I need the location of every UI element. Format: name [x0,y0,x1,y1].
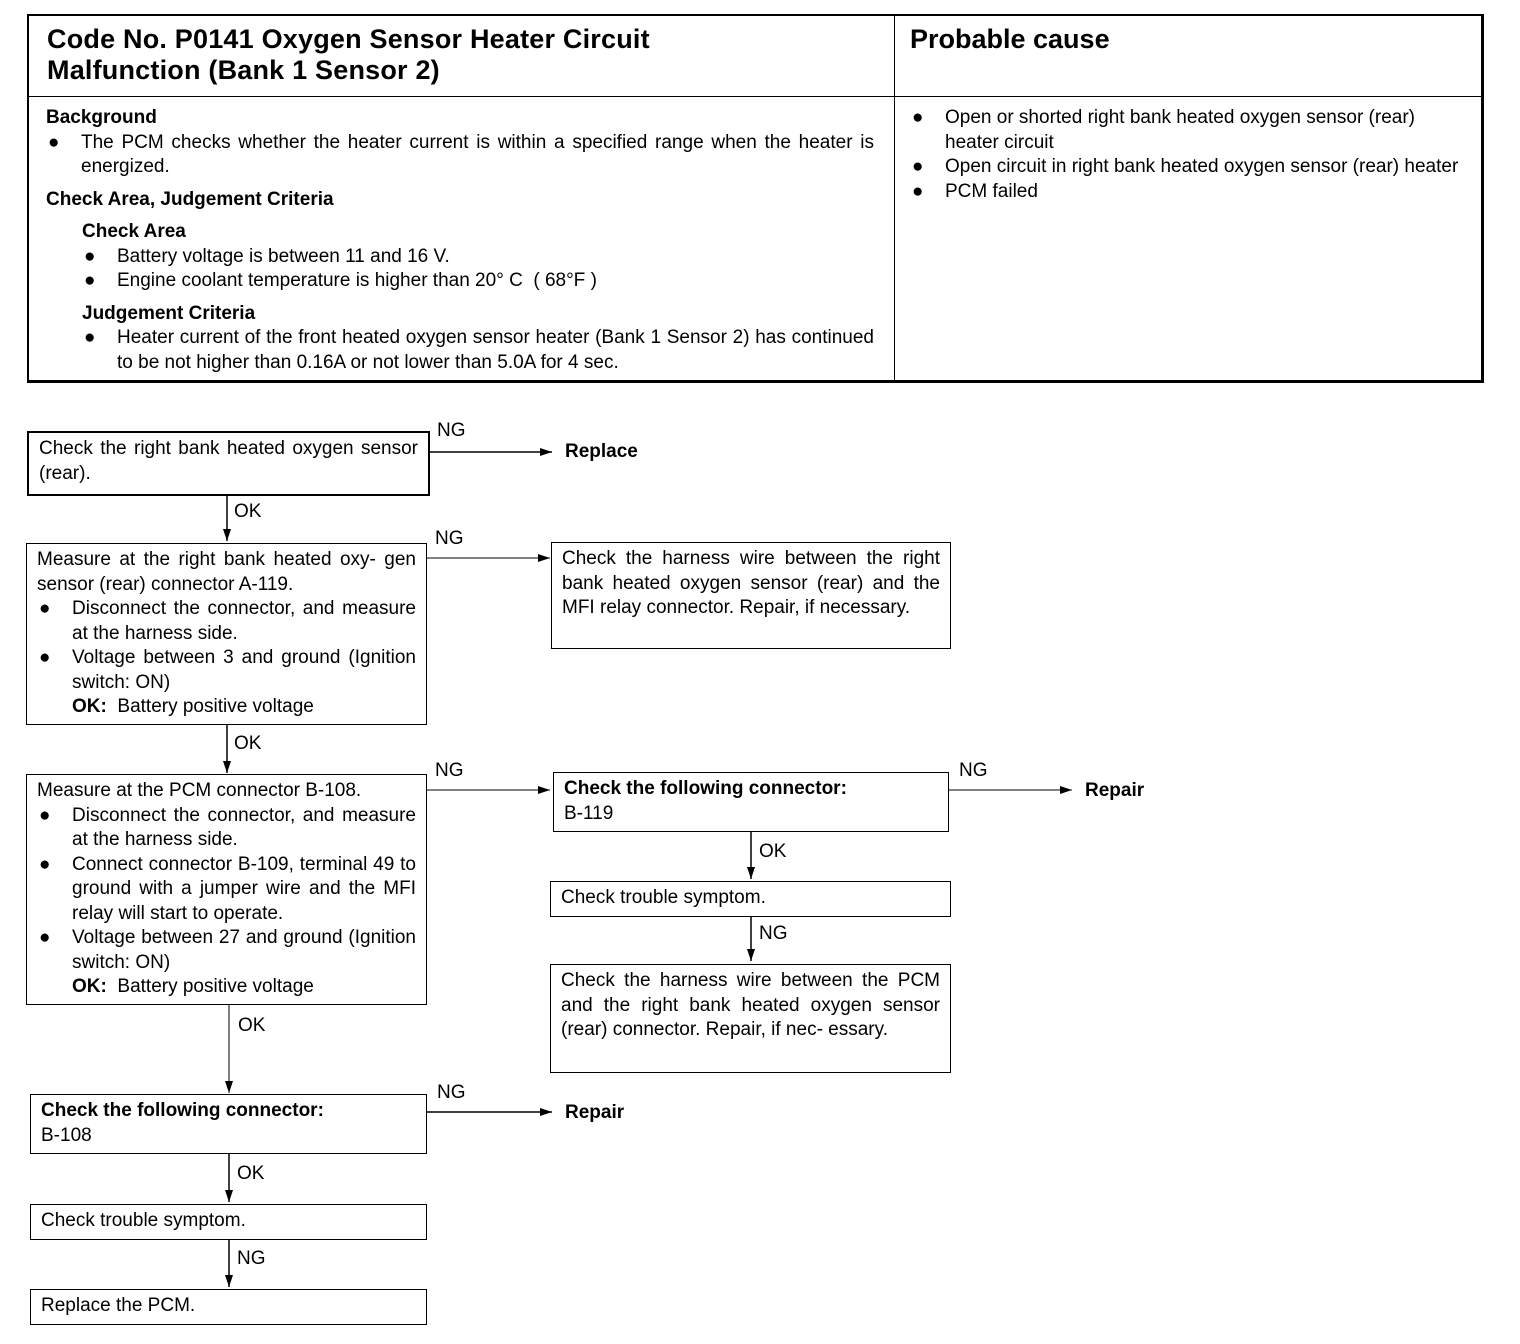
criteria-heading: Check Area, Judgement Criteria [46,188,334,210]
step1-ok-label: OK [234,501,262,522]
bullet-icon: ● [912,180,924,202]
ok-criteria-label: OK: [72,696,107,717]
bullet-icon: ● [39,598,51,619]
judgement-text: Heater current of the front heated oxygen sensor heater (Bank 1 Sensor 2) has continued to be not higher than 0.16A or not lower than 5.0A for 4 sec. [117,327,874,373]
step3-box [26,774,427,1005]
ok-criteria-value: Battery positive voltage [117,976,314,997]
b108-ng-label: NG [437,1082,466,1103]
check-area-text: Battery voltage is between 11 and 16 V. [117,245,450,267]
check-area-heading: Check Area [82,221,186,242]
step2-bullet [37,646,416,695]
step3-bullet-text: Disconnect the connector, and measure at the harness side. [72,804,416,850]
background-heading: Background [46,107,157,128]
step3-bullet-text: Voltage between 27 and ground (Ignition switch: ON) [72,927,416,973]
step3-intro: Measure at the PCM connector B-108. [37,780,362,801]
step2-bullet [37,597,416,646]
step2-box [26,543,427,725]
bullet-icon: ● [912,156,924,177]
probable-cause-text: PCM failed [945,180,1038,202]
step2-ng-harness-text: Check the harness wire between the right bank heated oxygen sensor (rear) and the MFI relay connector. Repair, if necessary. [562,548,940,618]
b119-ng-result: Repair [1085,780,1145,801]
replace-pcm-box [30,1289,427,1325]
judgement-heading: Judgement Criteria [82,302,256,324]
step3-bullet [37,853,416,927]
b108-ng-result: Repair [565,1102,625,1123]
ok-criteria-label: OK: [72,976,107,997]
b119-connector-box [553,772,949,832]
step2-ok-label: OK [234,733,262,754]
dtc-title-line2: Malfunction (Bank 1 Sensor 2) [47,55,440,85]
bullet-icon: ● [39,927,51,948]
b108-connector-box [30,1094,427,1154]
bullet-icon: ● [84,270,96,291]
b119-harness-text: Check the harness wire between the PCM and the right bank heated oxygen sensor (rear) connector. Repair, if nec- essary. [561,970,940,1040]
step3-ng-label: NG [435,760,464,781]
step2-ng-label: NG [435,528,464,549]
step2-intro: Measure at the right bank heated oxy- gen sensor (rear) connector A-119. [37,549,416,595]
step3-bullet-text: Connect connector B-109, terminal 49 to ground with a jumper wire and the MFI relay will start to operate. [72,853,416,924]
b108-trouble-box [30,1204,427,1240]
dtc-title-line1: Code No. P0141 Oxygen Sensor Heater Circuit [47,24,650,54]
step1-text: Check the right bank heated oxygen sensor (rear). [39,438,418,484]
b119-trouble-ng-label: NG [759,923,788,944]
probable-cause-text: Open or shorted right bank heated oxygen sensor (rear) heater circuit [945,107,1415,153]
b119-title: Check the following connector: [564,778,847,799]
b119-ng-label: NG [959,760,988,781]
bullet-icon: ● [39,804,51,826]
bullet-icon: ● [84,327,96,348]
b119-value: B-119 [564,802,614,824]
step2-bullet-text: Disconnect the connector, and measure at the harness side. [72,598,416,644]
step3-bullet [37,804,416,853]
probable-cause-title: Probable cause [910,24,1110,54]
bullet-icon: ● [84,245,96,267]
step2-ng-harness-box [551,542,951,649]
bullet-icon: ● [39,647,51,668]
step2-bullet-text: Voltage between 3 and ground (Ignition switch: ON) [72,647,416,693]
b108-trouble-text: Check trouble symptom. [41,1210,246,1231]
step1-ng-label: NG [437,420,466,441]
b119-harness-box [550,964,951,1073]
step1-box [27,431,430,496]
step3-ok-label: OK [238,1015,266,1036]
b119-ok-label: OK [759,841,787,862]
b108-trouble-ng-label: NG [237,1248,266,1269]
b108-title: Check the following connector: [41,1100,324,1121]
step2-ok-criteria [37,695,416,720]
ok-criteria-value: Battery positive voltage [117,696,314,717]
bullet-icon: ● [912,107,924,128]
b119-trouble-box [550,881,951,917]
background-text: The PCM checks whether the heater current is within a specified range when the heater is energized. [81,131,874,177]
b108-ok-label: OK [237,1163,265,1184]
b119-trouble-text: Check trouble symptom. [561,887,766,908]
replace-pcm-text: Replace the PCM. [41,1295,196,1316]
bullet-icon: ● [48,131,60,153]
check-area-text: Engine coolant temperature is higher than 20° C ( 68°F ) [117,270,597,291]
b108-value: B-108 [41,1124,92,1146]
bullet-icon: ● [39,853,51,875]
step1-ng-result: Replace [565,441,638,462]
probable-cause-text: Open circuit in right bank heated oxygen sensor (rear) heater [945,156,1459,177]
step3-bullet [37,926,416,975]
step3-ok-criteria [37,975,416,1000]
